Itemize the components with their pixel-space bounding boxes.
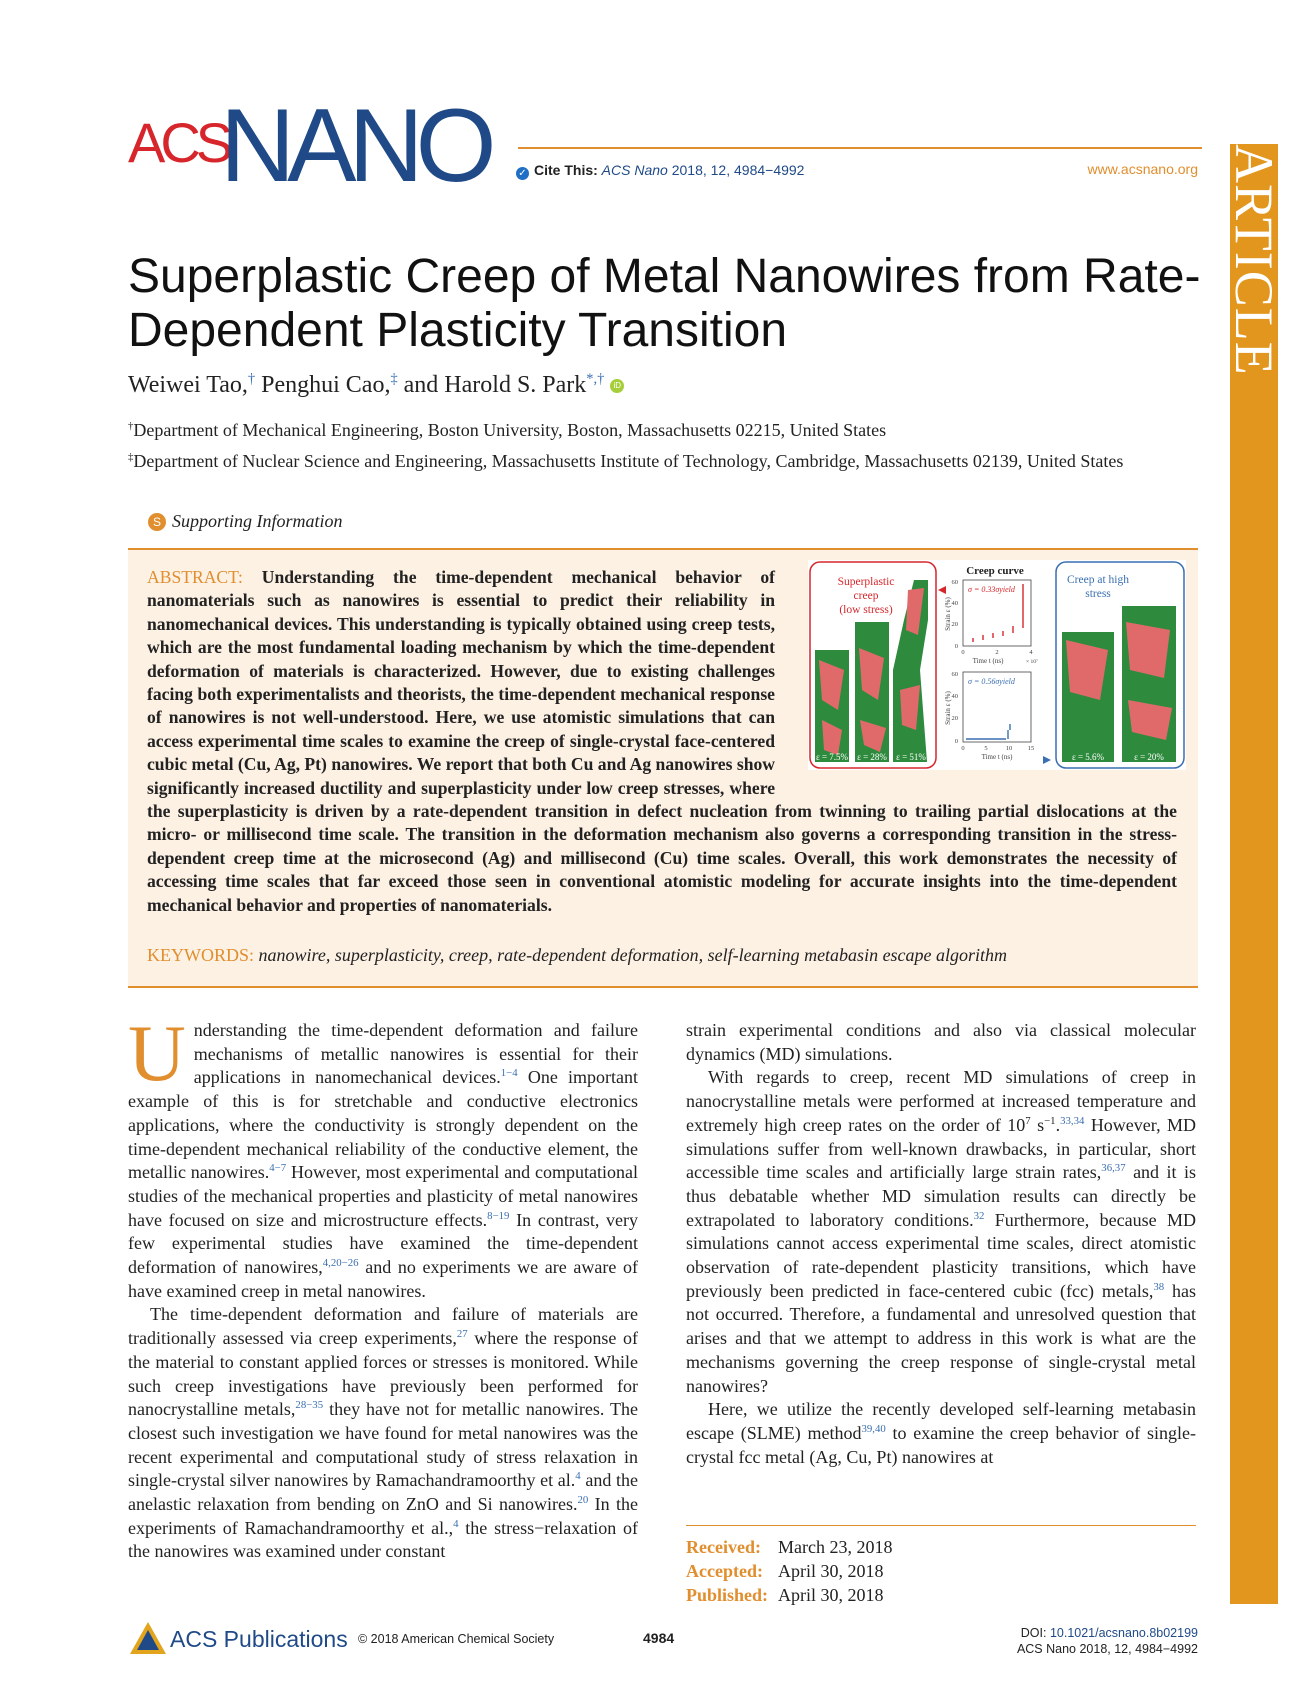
citation-ref[interactable]: 8−19: [487, 1209, 510, 1222]
right-title-line2: stress: [1085, 588, 1111, 600]
article-section-tab: [1224, 144, 1284, 1604]
logo-acs: ACS: [128, 111, 229, 174]
citation-ref[interactable]: 4: [575, 1470, 581, 1483]
y-tick: 20: [951, 715, 958, 722]
supporting-info-label[interactable]: Supporting Information: [172, 511, 343, 531]
citation-ref[interactable]: 38: [1153, 1280, 1165, 1293]
accepted-label: Accepted:: [686, 1561, 763, 1581]
creep-curve-title: Creep curve: [966, 565, 1024, 577]
orcid-icon[interactable]: iD: [610, 379, 624, 393]
author-name[interactable]: and Harold S. Park: [403, 372, 587, 398]
y-tick: 60: [951, 671, 958, 678]
y-tick: 20: [951, 621, 958, 628]
affiliation-mark: ‡: [128, 451, 134, 463]
accepted-row: [686, 1559, 892, 1583]
affiliation-2: [128, 449, 1203, 473]
page-number: 4984: [643, 1630, 675, 1646]
text-run: In contrast, very few experimental studies have examined the time-dependent deformation of nanowires,: [128, 1209, 638, 1278]
text-run: s: [1030, 1114, 1045, 1135]
logo-nano: NANO: [220, 88, 489, 204]
text-run: has not occurred. Therefore, a fundamental and unresolved question that arises and that we attempt to address in this work is what are the mechanisms governing the creep response of single-crystal metal nanowires?: [686, 1280, 1196, 1396]
body-paragraph: [128, 1010, 639, 1303]
citation-ref[interactable]: 28−35: [295, 1399, 324, 1412]
x-axis-exponent: × 10⁷: [1026, 659, 1038, 665]
bottom-creep-curve: [966, 724, 1010, 739]
defect-region: [1126, 622, 1170, 678]
citation-ref[interactable]: 1−4: [500, 1067, 518, 1080]
doi-block: [1017, 1625, 1198, 1657]
text-run: where the response of the material to constant applied forces or stresses is monitored. While such creep investigations have previously been performed for nanocrystalline metals,: [128, 1328, 638, 1420]
text-run: they have not for metallic nanowires. The closest such investigation we have found for metal nanowires was the recent experimental and computational study of stress relaxation in single-crystal silver nanowires by Ramachandramoorthy et al.: [128, 1399, 638, 1491]
article-tab-label: ARTICLE: [1224, 144, 1284, 376]
x-tick: 0: [961, 649, 965, 656]
author-list: [128, 372, 624, 399]
text-run: However, most experimental and computational studies of the mechanical properties and plasticity of metal nanowires have focused on size and microstructure effects.: [128, 1162, 638, 1230]
affiliation-text: Department of Nuclear Science and Engineering, Massachusetts Institute of Technology, Cambridge, Massachusetts 02139, United States: [133, 451, 1124, 471]
citation-ref[interactable]: 20: [577, 1494, 589, 1507]
strain-label: ε = 28%: [857, 752, 887, 762]
cite-label: Cite This:: [534, 162, 598, 178]
citation-ref[interactable]: 27: [456, 1328, 468, 1341]
journal-website[interactable]: www.acsnano.org: [1087, 161, 1198, 177]
body-right-column: [686, 1019, 1196, 1469]
strain-label: ε = 51%: [896, 752, 926, 762]
accepted-date: April 30, 2018: [778, 1561, 884, 1581]
x-axis-label: Time t (ns): [972, 657, 1004, 665]
text-run: The time-dependent deformation and failure of materials are traditionally assessed via creep experiments,: [128, 1304, 638, 1349]
journal-logo: [128, 88, 508, 204]
strain-label: ε = 7.5%: [815, 752, 849, 762]
left-title-line3: (low stress): [839, 604, 893, 616]
drop-cap: U: [128, 1010, 186, 1098]
citation-ref[interactable]: 39,40: [861, 1422, 886, 1435]
body-paragraph: [686, 1398, 1196, 1469]
cite-ref[interactable]: 2018, 12, 4984−4992: [671, 162, 805, 178]
text-run: In the experiments of Ramachandramoorthy et al.,: [128, 1494, 638, 1538]
journal-ref: ACS Nano 2018, 12, 4984−4992: [1016, 1642, 1198, 1656]
citation-ref[interactable]: 4−7: [269, 1162, 287, 1175]
author-affiliation-mark: ‡: [390, 371, 398, 387]
y-tick: 0: [954, 738, 958, 745]
affiliation-mark: †: [128, 420, 134, 432]
published-row: [686, 1583, 892, 1607]
received-date: March 23, 2018: [778, 1537, 893, 1557]
x-tick: 2: [995, 649, 999, 656]
x-axis-label: Time t (ns): [981, 753, 1013, 761]
text-run: and no experiments we are aware of have examined creep in metal nanowires.: [128, 1257, 639, 1301]
x-tick: 4: [1029, 649, 1033, 656]
top-sigma-label: σ = 0.33σyield: [968, 585, 1015, 594]
text-run: However, MD simulations suffer from well-known drawbacks, in particular, short accessible time scales and artificially large strain rates,: [686, 1114, 1196, 1183]
article-title: Superplastic Creep of Metal Nanowires from Rate-Dependent Plasticity Transition: [128, 250, 1201, 357]
keywords: [147, 945, 1007, 966]
doi-line: [1017, 1625, 1198, 1641]
text-run: and the anelastic relaxation from bending on ZnO and Si nanowires.: [128, 1470, 638, 1515]
bottom-sigma-label: σ = 0.56σyield: [968, 677, 1015, 686]
citation-ref[interactable]: 36,37: [1101, 1162, 1126, 1175]
author-name[interactable]: Weiwei Tao,: [128, 372, 248, 398]
arrow-right-icon: [1043, 756, 1051, 764]
citation-ref[interactable]: 4,20−26: [322, 1257, 359, 1270]
strain-label: ε = 5.6%: [1071, 752, 1105, 762]
y-tick: 40: [951, 693, 958, 700]
text-run: to examine the creep behavior of single-crystal fcc metal (Ag, Cu, Pt) nanowires at: [686, 1422, 1196, 1467]
acs-publications-logo[interactable]: [128, 1620, 358, 1660]
left-title-line1: Superplastic: [837, 576, 895, 588]
y-axis-label: Strain ε (%): [944, 597, 952, 631]
body-left-column: [128, 1010, 639, 1564]
dates-rule: [686, 1525, 1196, 1526]
author-name[interactable]: Penghui Cao,: [261, 372, 391, 398]
received-row: [686, 1535, 892, 1559]
citation-ref[interactable]: 4: [453, 1517, 459, 1530]
right-title-line1: Creep at high: [1067, 574, 1129, 586]
body-paragraph: [686, 1066, 1196, 1398]
cite-this[interactable]: [516, 162, 804, 180]
abstract-body: Understanding the time-dependent mechanical behavior of nanomaterials such as nanowires is essential to predict their reliability in nanomechanical devices. This understanding is typically obtained using creep tests, which are the most fundamental loading mechanism by which the time-dependent deformation of materials is characterized. However, due to existing challenges facing both experimentalists and theorists, the time-dependent mechanical response of nanowires is not well-understood. Here, we use atomistic simulations that can access experimental time scales to examine the creep of single-crystal face-centered cubic metal (Cu, Ag, Pt) nanowires. We report that both Cu and Ag nanowires show significantly increased ductility and superplasticity under low creep stresses, where the superplasticity is driven by a rate-dependent transition in defect nucleation from twinning to trailing partial dislocations at the micro- or millisecond time scale. The transition in the deformation mechanism also governs a corresponding transition in the stress-dependent creep time at the microsecond (Ag) and millisecond (Cu) time scales. Overall, this work demonstrates the necessity of accessing time scales that far exceed those seen in conventional atomistic modeling for accurate insights into the time-dependent mechanical behavior and properties of nanomaterials.: [147, 567, 1177, 915]
text-run: strain experimental conditions and also via classical molecular dynamics (MD) simulations.: [686, 1020, 1196, 1064]
affiliation-1: [128, 420, 886, 441]
header-rule: [518, 147, 1202, 149]
author-affiliation-mark: †: [247, 371, 256, 387]
abstract-label: ABSTRACT:: [147, 567, 243, 587]
citation-ref[interactable]: 32: [973, 1209, 985, 1222]
body-paragraph: [686, 1019, 1196, 1066]
y-tick: 40: [951, 600, 958, 607]
affiliation-text: Department of Mechanical Engineering, Boston University, Boston, Massachusetts 02215, United States: [133, 420, 887, 440]
strain-label: ε = 20%: [1134, 752, 1164, 762]
supporting-info-icon: S: [148, 513, 166, 531]
author-affiliation-mark: *,†: [586, 371, 605, 387]
left-title-line2: creep: [853, 590, 879, 602]
publisher-name: ACS Publications: [170, 1626, 348, 1652]
keywords-list: nanowire, superplasticity, creep, rate-dependent deformation, self-learning metabasin escape algorithm: [258, 945, 1008, 965]
publication-dates: [686, 1535, 892, 1607]
text-run: Here, we utilize the recently developed self-learning metabasin escape (SLME) method: [686, 1399, 1196, 1443]
doi-label: DOI:: [1020, 1626, 1047, 1640]
cite-journal[interactable]: ACS Nano: [601, 162, 668, 178]
toc-graphic: [808, 560, 1186, 770]
x-tick: 10: [1005, 745, 1013, 752]
text-run: the stress−relaxation of the nanowires was examined under constant: [128, 1517, 638, 1562]
published-date: April 30, 2018: [778, 1585, 884, 1605]
arrow-left-icon: [938, 586, 946, 594]
copyright: © 2018 American Chemical Society: [358, 1632, 555, 1646]
published-label: Published:: [686, 1585, 769, 1605]
check-icon: ✓: [516, 167, 529, 180]
y-tick: 0: [954, 643, 958, 650]
x-tick: 5: [984, 745, 988, 752]
y-axis-label: Strain ε (%): [944, 691, 952, 725]
text-run: .: [1055, 1114, 1061, 1135]
text-run: nderstanding the time-dependent deformation and failure mechanisms of metallic nanowires is essential for their applications in nanomechanical devices.: [193, 1020, 638, 1088]
text-run: One important example of this is for stretchable and conductive electronics applications, where the conductivity is strongly dependent on the time-dependent mechanical reliability of the conductive element, the metallic nanowires.: [128, 1067, 638, 1183]
keywords-label: KEYWORDS:: [147, 945, 254, 965]
acs-emblem-icon: [128, 1620, 168, 1658]
exponent: 7: [1025, 1114, 1031, 1127]
body-paragraph: [128, 1303, 638, 1564]
text-run: With regards to creep, recent MD simulations of creep in nanocrystalline metals were performed at increased temperature and extremely high creep rates on the order of 10: [686, 1067, 1196, 1135]
x-tick: 15: [1027, 745, 1035, 752]
text-run: Furthermore, because MD simulations cannot access experimental time scales, direct atomistic observation of rate-dependent plasticity transitions, which have previously been predicted in face-centered cubic (fcc) metals,: [686, 1209, 1196, 1301]
y-tick: 60: [951, 579, 958, 586]
x-tick: 0: [961, 745, 965, 752]
doi-link[interactable]: 10.1021/acsnano.8b02199: [1049, 1626, 1198, 1640]
text-run: and it is thus debatable whether MD simulation results can directly be extrapolated to laboratory conditions.: [686, 1162, 1197, 1230]
supporting-information-link[interactable]: [148, 511, 343, 532]
exponent: −1: [1044, 1114, 1056, 1127]
citation-ref[interactable]: 33,34: [1060, 1114, 1085, 1127]
received-label: Received:: [686, 1537, 761, 1557]
